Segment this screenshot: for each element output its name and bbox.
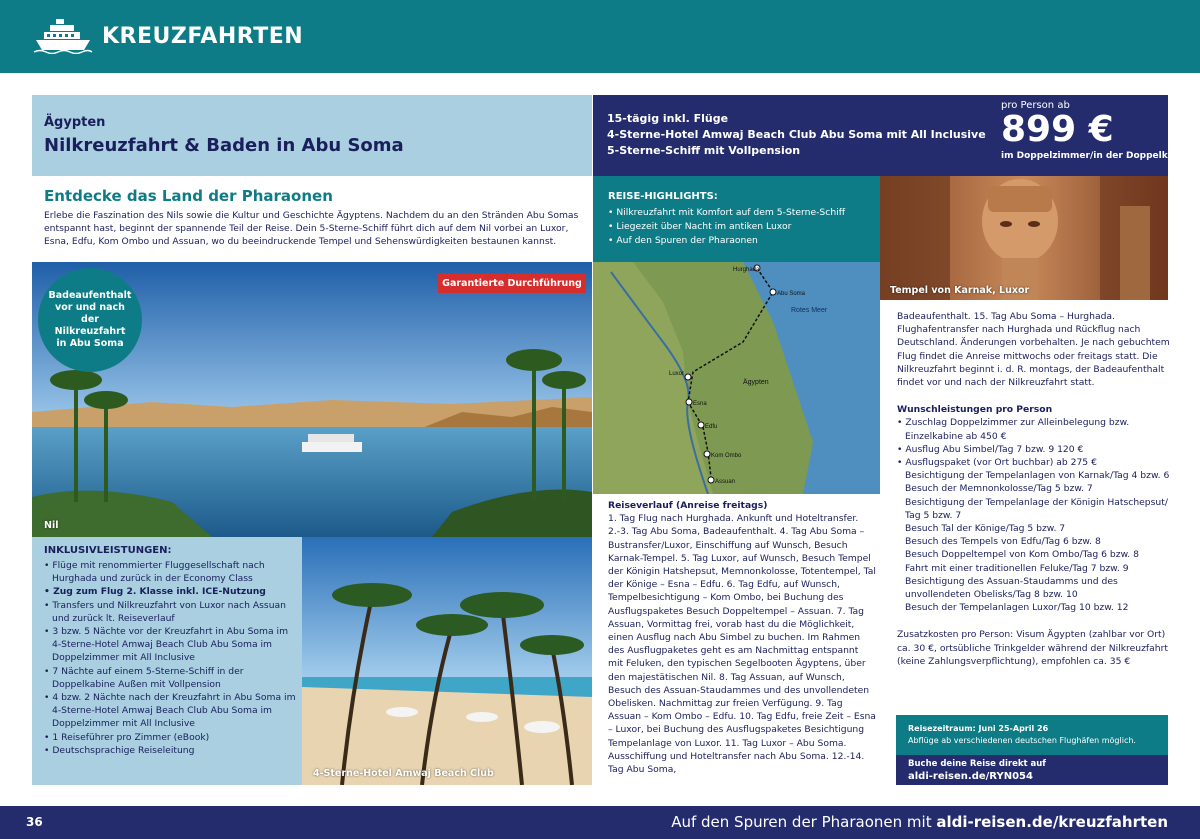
trip-title: Nilkreuzfahrt & Baden in Abu Soma <box>44 135 404 156</box>
map-label-assuan: Assuan <box>715 479 736 485</box>
beach-photo <box>302 537 592 785</box>
booking-label: Buche deine Reise direkt auf <box>908 759 1047 769</box>
booking-link[interactable]: aldi-reisen.de/RYN054 <box>908 771 1033 782</box>
wish-subitem: Besuch Tal der Könige/Tag 5 bzw. 7 <box>905 523 1066 535</box>
wish-heading: Wunschleistungen pro Person <box>897 404 1053 416</box>
inclusion-item: • 3 bzw. 5 Nächte vor der Kreuzfahrt in Abu Soma im 4-Sterne-Hotel Amwaj Beach Club Abu Soma im Doppelzimmer mit All Inclusive <box>44 626 289 664</box>
inclusion-item: • 4 bzw. 2 Nächte nach der Kreuzfahrt in Abu Soma im 4-Sterne-Hotel Amwaj Beach Club Abu Soma im Doppelzimmer mit All Inclusive <box>44 692 296 730</box>
map-label-aegypten: Ägypten <box>743 379 769 386</box>
wish-list <box>897 416 1172 614</box>
header-band <box>0 0 1200 73</box>
inclusion-item: • 7 Nächte auf einem 5-Sterne-Schiff in der Doppelkabine Außen mit Vollpension <box>44 665 244 690</box>
wish-subitem: Besuch der Memnonkolosse/Tag 5 bzw. 7 <box>905 483 1093 495</box>
highlight-item: • Liegezeit über Nacht im antiken Luxor <box>608 221 792 232</box>
country-label: Ägypten <box>44 115 106 130</box>
departures-note: Abflüge ab verschiedenen deutschen Flughäfen möglich. <box>908 736 1136 745</box>
highlights-heading: REISE-HIGHLIGHTS: <box>608 191 718 202</box>
booking-box[interactable] <box>896 755 1168 785</box>
stay-badge: Badeaufenthalt vor und nach der Nilkreuzfahrt in Abu Soma <box>38 268 142 372</box>
wish-subitem: Besichtigung des Assuan-Staudamms und des unvollendeten Obelisks/Tag 8 bzw. 10 <box>905 575 1118 601</box>
map-label-abu-soma: Abu Soma <box>777 291 806 297</box>
inclusions-list <box>44 559 298 757</box>
wish-item: • Zuschlag Doppelzimmer zur Alleinbelegung bzw. Einzelkabine ab 450 € <box>897 417 1130 442</box>
wish-subitem: Besuch der Tempelanlagen Luxor/Tag 10 bzw. 12 <box>905 602 1129 614</box>
temple-photo <box>880 176 1168 300</box>
offer-hotel: 4-Sterne-Hotel Amwaj Beach Club Abu Soma mit All Inclusive <box>607 128 986 141</box>
wish-item: • Ausflug Abu Simbel/Tag 7 bzw. 9 120 € <box>897 443 1084 455</box>
guaranteed-tag: Garantierte Durchführung <box>438 274 586 293</box>
wish-subitem: Fahrt mit einer traditionellen Feluke/Tag 7 bzw. 9 <box>905 562 1129 574</box>
intro-section <box>32 176 592 262</box>
travel-period: Reisezeitraum: Juni 25-April 26 <box>908 724 1049 733</box>
inclusions-heading: INKLUSIVLEISTUNGEN: <box>44 545 172 556</box>
wish-subitem: Besichtigung der Tempelanlagen von Karnak/Tag 4 bzw. 6 <box>905 470 1170 482</box>
price-label: pro Person ab <box>1001 100 1070 111</box>
map-label-luxor: Luxor <box>669 371 685 377</box>
inclusion-item: • 1 Reiseführer pro Zimmer (eBook) <box>44 731 210 743</box>
nile-caption: Nil <box>44 520 59 531</box>
itinerary-continuation: Badeaufenthalt. 15. Tag Abu Soma – Hurghada. Flughafentransfer nach Hurghada und Rückflug nach Deutschland. Änderungen vorbehalten. Je nach gebuchtem Flug findet die Anreise mittwochs oder freitags statt. Die Nilkreuzfahrt beginnt i. d. R. montags, der Badeaufenthalt findet vor und nach der Nilkreuzfahrt statt. <box>897 311 1170 389</box>
extra-costs: Zusatzkosten pro Person: Visum Ägypten (zahlbar vor Ort) ca. 30 €, ortsübliche Trinkgelder während der Nilkreuzfahrt (keine Zahlungsverpflichtung), empfohlen ca. 35 € <box>897 629 1168 667</box>
offer-box <box>593 95 1196 176</box>
inclusion-item: • Transfers und Nilkreuzfahrt von Luxor nach Assuan und zurück lt. Reiseverlauf <box>44 599 286 624</box>
details-column <box>897 310 1172 682</box>
travel-period-box <box>896 715 1168 755</box>
inclusion-item: • Flüge mit renommierter Fluggesellschaft nach Hurghada und zurück in der Economy Class <box>44 560 265 585</box>
wish-services <box>897 403 1172 614</box>
footer-text: Auf den Spuren der Pharaonen mit aldi-reisen.de/kreuzfahrten <box>671 813 1168 831</box>
map-label-kom-ombo: Kom Ombo <box>711 453 742 459</box>
map-label-esna: Esna <box>693 401 707 407</box>
inclusion-item: • Deutschsprachige Reiseleitung <box>44 744 195 756</box>
inclusions-box <box>32 537 302 785</box>
inclusion-item: • Zug zum Flug 2. Klasse inkl. ICE-Nutzung <box>44 586 266 598</box>
intro-text: Erlebe die Faszination des Nils sowie die Kultur und Geschichte Ägyptens. Nachdem du an den Stränden Abu Somas entspannt hast, beginnt der spannende Teil der Reise. Dein 5-Sterne-Schiff führt dich auf dem Nil vorbei an Luxor, Esna, Edfu, Kom Ombo und Assuan, wo du beeindruckende Tempel und Sehenswürdigkeiten bestaunen kannst. <box>44 210 579 247</box>
footer-link[interactable]: aldi-reisen.de/kreuzfahrten <box>936 813 1168 831</box>
offer-duration: 15-tägig inkl. Flüge <box>607 112 729 125</box>
highlights-box <box>593 176 880 262</box>
wish-subitem: Besuch des Tempels von Edfu/Tag 6 bzw. 8 <box>905 536 1101 548</box>
itinerary-text: 1. Tag Flug nach Hurghada. Ankunft und Hoteltransfer. 2.-3. Tag Abu Soma, Badeaufenthalt. 4. Tag Abu Soma – Bustransfer/Luxor, Einschiffung auf Wunsch, Besuch Karnak-Tempel. 5. Tag Luxor, auf Wunsch, Besuch Tempel der Königin Hatshepsut, Memnonkolosse, Totentempel, Tal der Könige – Esna – Edfu. 6. Tag Edfu, auf Wunsch, Tempelbesichtigung – Kom Ombo, bei Buchung des Ausflugspaketes Besuch Doppeltempel – Assuan. 7. Tag Assuan, Vormittag frei, vorab hast du die Möglichkeit, einen Ausflug nach Abu Simbel zu buchen. Im Rahmen des Ausflugpaketes geht es am Nachmittag entspannt mit Feluken, den typischen Segelbooten Ägyptens, über den majestätischen Nil. 8. Tag Assuan, auf Wunsch, Besuch des Assuan-Staudammes und des unvollendeten Obelisken. Nachmittag zur freien Verfügung. 9. Tag Assuan – Kom Ombo – Edfu. 10. Tag Edfu, freie Zeit – Esna – Luxor, bei Buchung des Ausflugspaketes Besichtigung Tempelanlage von Luxor. 11. Tag Luxor – Abu Soma. Ausschiffung und Hoteltransfer nach Abu Soma. 12.-14. Tag Abu Soma, <box>608 513 876 776</box>
footer <box>0 806 1200 839</box>
title-box <box>32 95 592 176</box>
wish-subitem: Besichtigung der Tempelanlage der Königin Hatschepsut/ Tag 5 bzw. 7 <box>905 496 1168 521</box>
highlight-item: • Auf den Spuren der Pharaonen <box>608 235 758 246</box>
route-map <box>593 262 880 494</box>
page-number: 36 <box>26 815 43 829</box>
highlight-item: • Nilkreuzfahrt mit Komfort auf dem 5-Sterne-Schiff <box>608 207 846 218</box>
highlights-list <box>608 206 845 248</box>
beach-caption: 4-Sterne-Hotel Amwaj Beach Club <box>313 768 494 779</box>
map-label-edfu: Edfu <box>705 424 718 430</box>
wish-item: • Ausflugspaket (vor Ort buchbar) ab 275 € <box>897 457 1097 469</box>
itinerary-heading: Reiseverlauf (Anreise freitags) <box>608 500 768 511</box>
temple-caption: Tempel von Karnak, Luxor <box>890 285 1030 296</box>
map-label-hurghada: Hurghada <box>733 267 760 273</box>
offer-ship: 5-Sterne-Schiff mit Vollpension <box>607 144 801 157</box>
map-label-rotes-meer: Rotes Meer <box>791 307 828 314</box>
price-value: 899 € <box>1001 109 1114 150</box>
cruise-ship-icon <box>32 14 94 54</box>
section-title: KREUZFAHRTEN <box>102 24 304 49</box>
price-note: im Doppelzimmer/in der Doppelkabine <box>1001 151 1196 161</box>
itinerary <box>608 499 876 776</box>
wish-subitem: Besuch Doppeltempel von Kom Ombo/Tag 6 bzw. 8 <box>905 549 1139 561</box>
intro-heading: Entdecke das Land der Pharaonen <box>44 187 333 205</box>
